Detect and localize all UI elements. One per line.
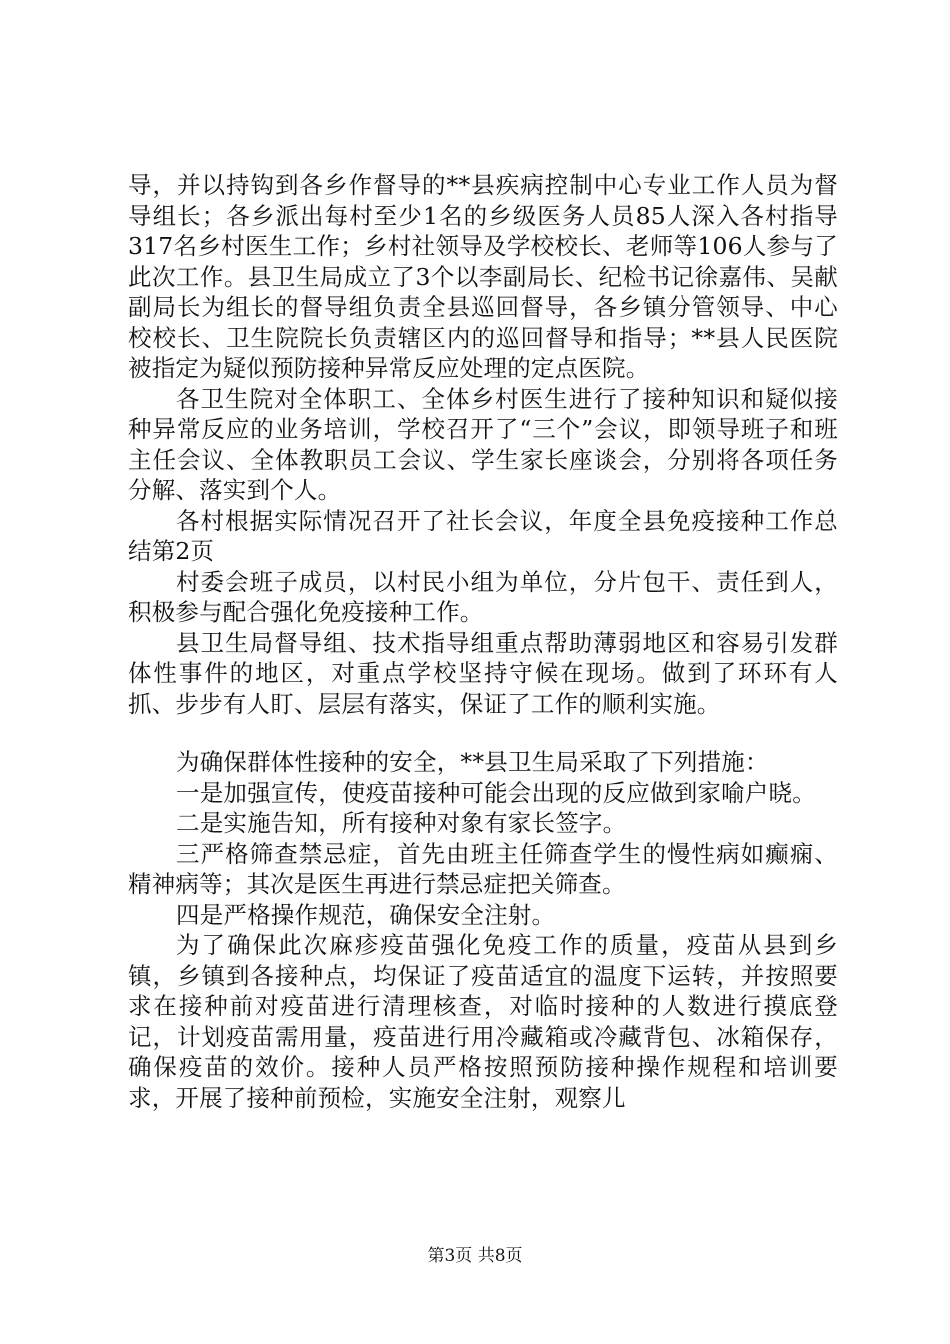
document-body bbox=[128, 170, 838, 1113]
list-item: 二是实施告知，所有接种对象有家长签字。 bbox=[176, 809, 627, 837]
paragraph: 为了确保此次麻疹疫苗强化免疫工作的质量，疫苗从县到乡镇，乡镇到各接种点，均保证了疫苗适宜的温度下运转，并按照要求在接种前对疫苗进行清理核查，对临时接种的人数进行摸底登记，计划疫苗需用量，疫苗进行用冷藏箱或冷藏背包、冰箱保存，确保疫苗的效价。接种人员严格按照预防接种操作规程和培训要求，开展了接种前预检，实施安全注射，观察儿 bbox=[128, 931, 838, 1112]
paragraph-continuation: 导，并以持钩到各乡作督导的**县疾病控制中心专业工作人员为督导组长；各乡派出每村至少1名的乡级医务人员85人深入各村指导317名乡村医生工作；乡村社领导及学校校长、老师等106人参与了此次工作。县卫生局成立了3个以李副局长、纪检书记徐嘉伟、吴献副局长为组长的督导组负责全县巡回督导，各乡镇分管领导、中心校校长、卫生院院长负责辖区内的巡回督导和指导；**县人民医院被指定为疑似预防接种异常反应处理的定点医院。 bbox=[128, 171, 838, 382]
paragraph: 村委会班子成员，以村民小组为单位，分片包干、责任到人，积极参与配合强化免疫接种工作。 bbox=[128, 567, 838, 626]
page-footer: 第3页 共8页 bbox=[427, 1246, 523, 1266]
paragraph: 县卫生局督导组、技术指导组重点帮助薄弱地区和容易引发群体性事件的地区，对重点学校坚持守候在现场。做到了环环有人抓、步步有人盯、层层有落实，保证了工作的顺利实施。 bbox=[128, 628, 838, 718]
list-item: 四是严格操作规范，确保安全注射。 bbox=[176, 900, 556, 929]
paragraph: 为确保群体性接种的安全，**县卫生局采取了下列措施： bbox=[176, 748, 769, 776]
paragraph: 各村根据实际情况召开了社长会议，年度全县免疫接种工作总结第2页 bbox=[128, 506, 838, 565]
list-item: 三严格筛查禁忌症，首先由班主任筛查学生的慢性病如癫痫、精神病等；其次是医生再进行禁忌症把关筛查。 bbox=[128, 839, 838, 898]
paragraph: 各卫生院对全体职工、全体乡村医生进行了接种知识和疑似接种异常反应的业务培训，学校召开了“三个”会议，即领导班子和班主任会议、全体教职员工会议、学生家长座谈会，分别将各项任务分解、落实到个人。 bbox=[128, 384, 838, 504]
list-item: 一是加强宣传，使疫苗接种可能会出现的反应做到家喻户晓。 bbox=[176, 778, 816, 807]
